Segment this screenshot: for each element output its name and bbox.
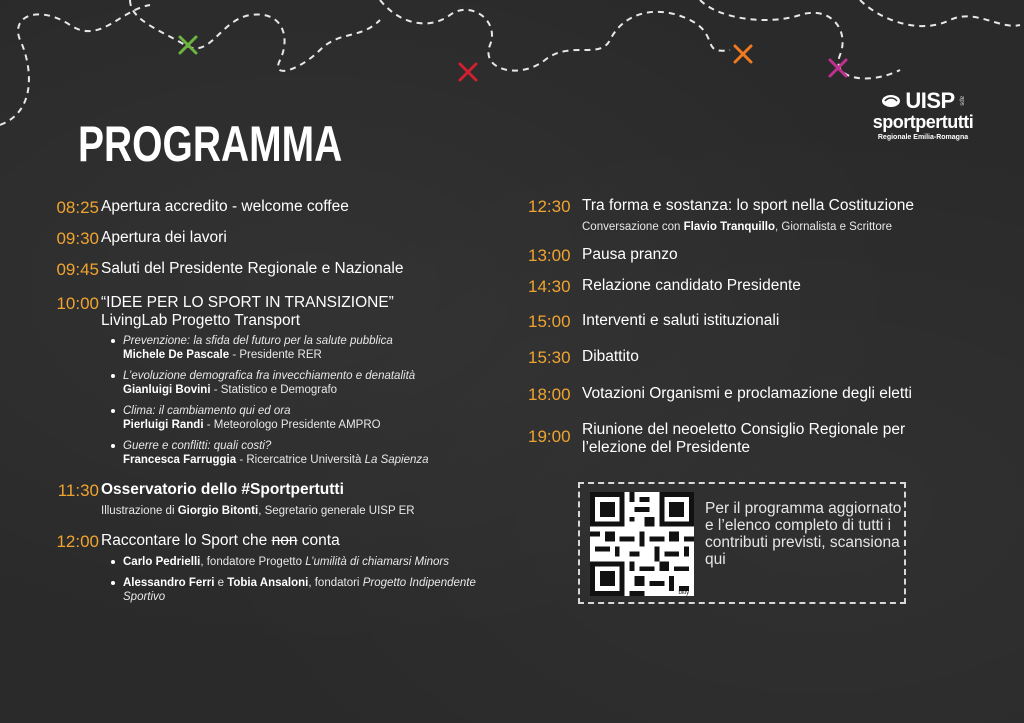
talk-role: - Meteorologo Presidente AMPRO	[203, 419, 381, 431]
talk-speaker: Michele De Pascale	[123, 349, 230, 361]
cross-mark-icon	[460, 64, 476, 80]
list-item	[107, 369, 517, 397]
item-time: 09:30	[56, 229, 99, 248]
item-subtitle: LivingLab Progetto Transport	[101, 312, 301, 329]
talk-role-italic: La Sapienza	[364, 454, 429, 466]
note-name: Flavio Tranquillo	[683, 221, 776, 233]
list-item	[107, 334, 517, 362]
schedule-item	[40, 198, 349, 218]
talk-role: , fondatore Progetto	[200, 556, 306, 568]
talk-role-italic: Progetto Indipendente Sportivo	[123, 577, 476, 603]
talk-topic: L’evoluzione demografica fra invecchiamento e denatalità	[123, 370, 416, 382]
schedule-item	[40, 294, 394, 330]
talk-topic: Prevenzione: la sfida del futuro per la salute pubblica	[123, 335, 393, 347]
note-prefix: Conversazione con	[582, 221, 684, 233]
item-time: 13:00	[528, 246, 571, 265]
schedule-item	[528, 421, 905, 457]
item-title: Interventi e saluti istituzionali	[582, 312, 780, 329]
talk-role: - Statistico e Demografo	[210, 384, 338, 396]
talk-speaker: Gianluigi Bovini	[123, 384, 211, 396]
schedule-item	[40, 481, 344, 501]
qr-badge: bitly	[678, 590, 690, 596]
talk-role-italic: L’umilità di chiamarsi Minors	[305, 556, 449, 568]
talk-topic: Guerre e conflitti: quali costi?	[123, 440, 272, 452]
item-note	[101, 504, 415, 518]
qr-code-icon[interactable]	[590, 492, 694, 596]
talk-speaker: Francesca Farruggia	[123, 454, 237, 466]
item-time: 08:25	[56, 198, 99, 217]
item-title: Votazioni Organismi e proclamazione degli eletti	[582, 385, 912, 402]
note-prefix: Illustrazione di	[101, 505, 178, 517]
talk-role: , fondatori	[308, 577, 363, 589]
title-part: conta	[297, 532, 340, 549]
title-part: Raccontare lo Sport che	[101, 532, 272, 549]
cross-mark-icon	[830, 60, 846, 76]
item-title: Pausa pranzo	[582, 246, 678, 263]
qr-caption: Per il programma aggiornato e l’elenco completo di tutti i contributi previsti, scansiona qui	[705, 500, 902, 568]
talk-list	[107, 334, 517, 474]
note-suffix: , Giornalista e Scrittore	[775, 221, 892, 233]
item-subtitle: l’elezione del Presidente	[582, 439, 751, 456]
item-note	[582, 220, 892, 234]
item-title	[101, 532, 340, 552]
item-time: 10:00	[56, 294, 99, 313]
item-title: Riunione del neoeletto Consiglio Regionale per	[582, 421, 906, 438]
item-time: 14:30	[528, 277, 571, 296]
schedule-item	[528, 246, 678, 266]
list-item	[107, 404, 517, 432]
item-title: Apertura accredito - welcome coffee	[101, 198, 349, 215]
schedule-item	[528, 348, 639, 368]
talk-role: - Presidente RER	[229, 349, 322, 361]
item-time: 15:00	[528, 312, 571, 331]
item-time: 11:30	[57, 481, 99, 500]
item-time: 09:45	[56, 260, 99, 279]
note-suffix: , Segretario generale UISP ER	[258, 505, 415, 517]
logo-name: UISP	[905, 88, 955, 113]
schedule-item	[40, 260, 403, 280]
talk-topic: Clima: il cambiamento qui ed ora	[123, 405, 291, 417]
item-time: 12:00	[56, 532, 99, 551]
talk-and: e	[214, 577, 228, 589]
logo-aps: aps	[958, 96, 965, 106]
qr-panel	[578, 482, 906, 604]
cross-mark-icon	[180, 37, 196, 53]
talk-speaker: Tobia Ansaloni	[227, 577, 309, 589]
uisp-logo-icon	[881, 94, 901, 108]
item-title: Relazione candidato Presidente	[582, 277, 801, 294]
talk-role: - Ricercatrice Università	[236, 454, 365, 466]
cross-mark-icon	[735, 46, 751, 62]
list-item	[107, 576, 517, 604]
list-item	[107, 555, 517, 569]
item-title: Apertura dei lavori	[101, 229, 227, 246]
logo-tagline: sportpertutti	[872, 112, 974, 132]
schedule-item	[528, 277, 801, 297]
schedule-item	[528, 385, 912, 405]
talk-speaker: Pierluigi Randi	[123, 419, 204, 431]
item-time: 18:00	[528, 385, 571, 404]
item-time: 19:00	[528, 427, 571, 446]
schedule-item	[40, 532, 340, 552]
page-title: PROGRAMMA	[78, 116, 343, 172]
item-title: “IDEE PER LO SPORT IN TRANSIZIONE”	[101, 294, 394, 311]
item-title: Dibattito	[582, 348, 639, 365]
item-title: Saluti del Presidente Regionale e Nazionale	[101, 260, 404, 277]
uisp-logo	[858, 88, 988, 141]
schedule-item	[528, 312, 779, 332]
item-time: 12:30	[528, 197, 571, 216]
note-name: Giorgio Bitonti	[177, 505, 259, 517]
list-item	[107, 439, 517, 467]
schedule-item	[528, 197, 914, 217]
logo-region: Regionale Emilia-Romagna	[877, 134, 969, 141]
item-title: Osservatorio dello #Sportpertutti	[101, 481, 344, 498]
talk-speaker: Carlo Pedrielli	[123, 556, 201, 568]
item-time: 15:30	[528, 348, 571, 367]
talk-list	[107, 555, 517, 611]
item-title: Tra forma e sostanza: lo sport nella Costituzione	[582, 197, 914, 214]
talk-speaker: Alessandro Ferri	[123, 577, 215, 589]
schedule-item	[40, 229, 227, 249]
title-strike: non	[271, 532, 298, 549]
